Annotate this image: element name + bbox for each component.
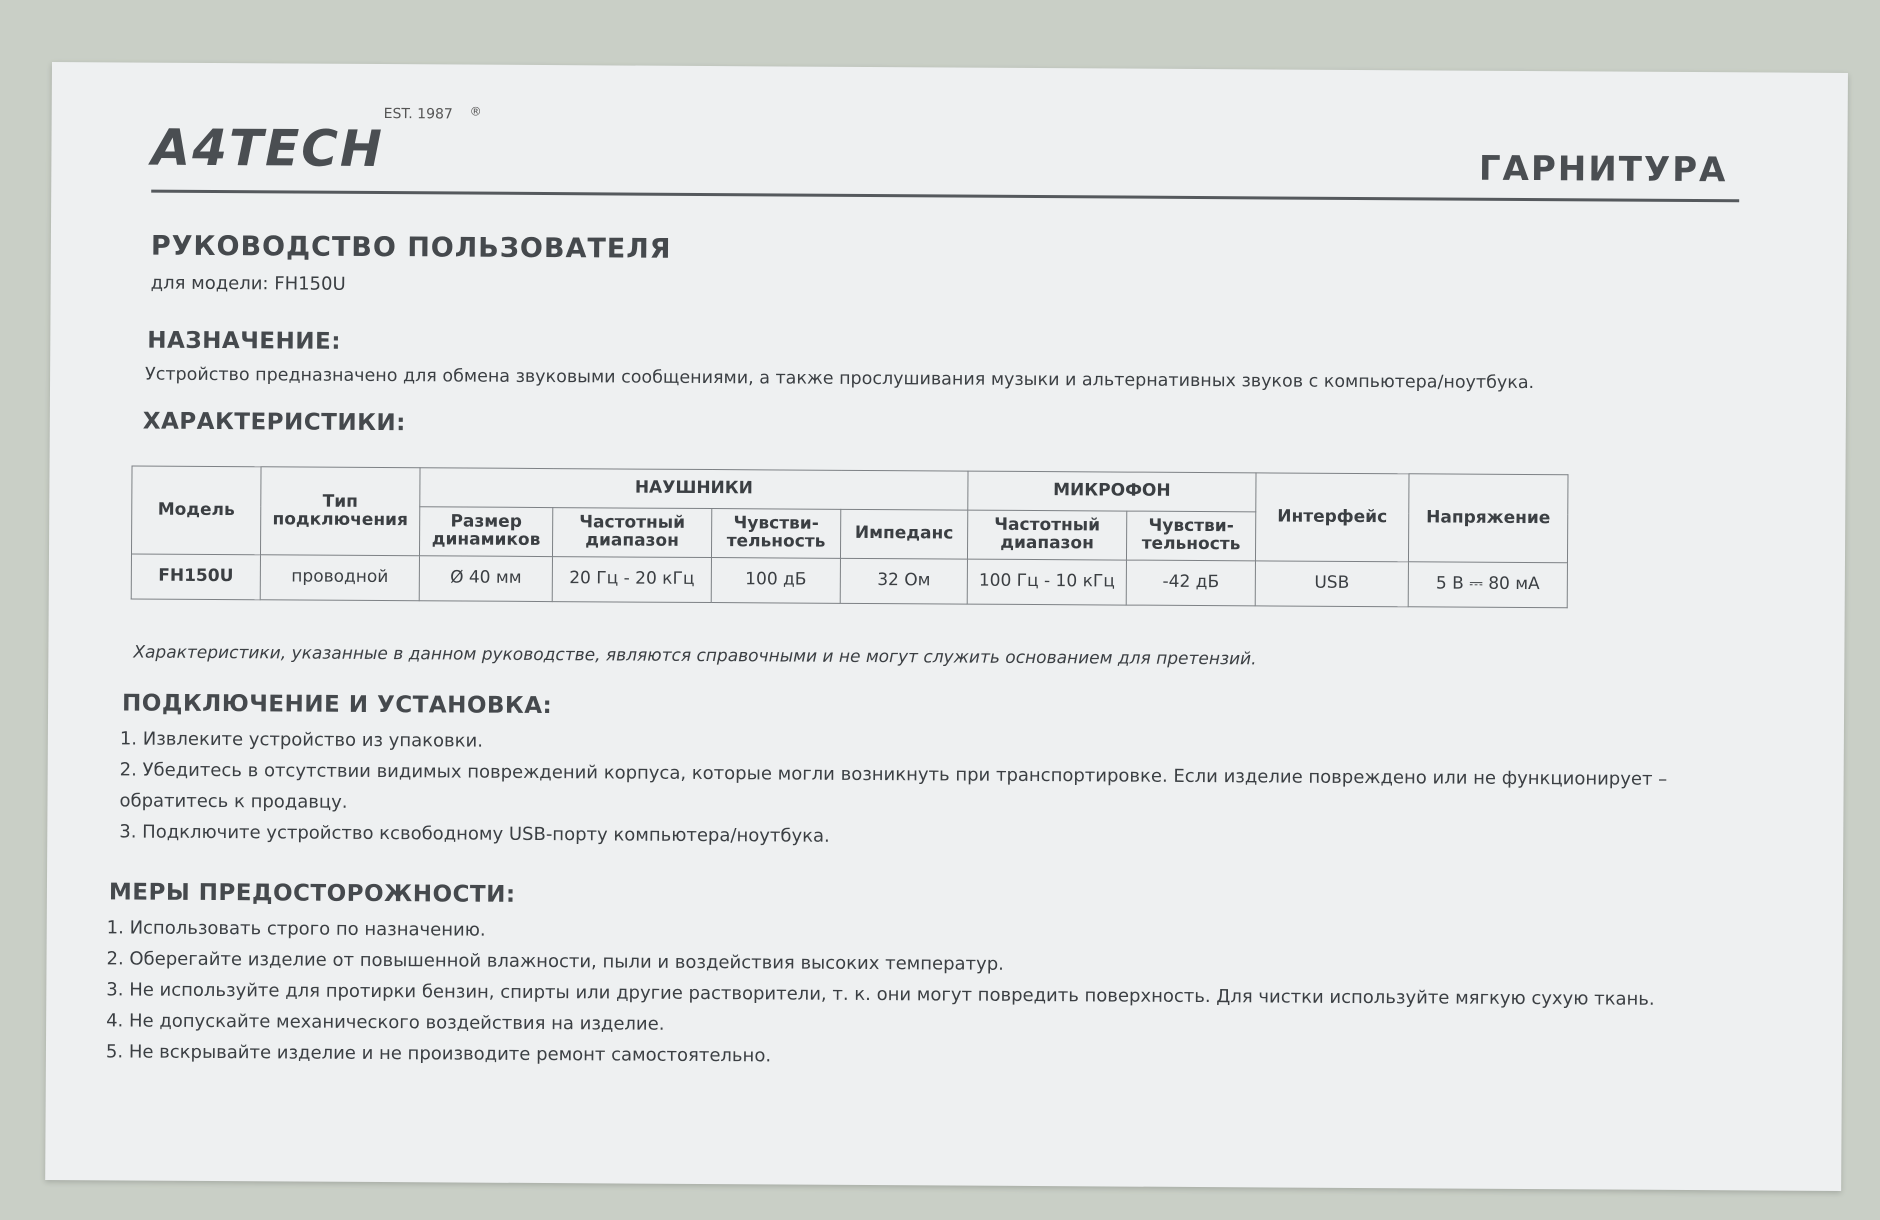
cell-driver-size: Ø 40 мм	[419, 556, 552, 602]
cell-voltage: 5 В ⎓ 80 мА	[1408, 562, 1567, 608]
install-heading: ПОДКЛЮЧЕНИЕ И УСТАНОВКА:	[122, 690, 553, 720]
list-item: 3. Не используйте для протирки бензин, спирты или другие растворители, т. к. они могут повредить поверхность. Для чистки используйте мягкую сухую ткань.	[106, 979, 1655, 1010]
header-interface: Интерфейс	[1255, 473, 1409, 562]
registered-mark-icon: ®	[469, 104, 482, 119]
specs-disclaimer: Характеристики, указанные в данном руководстве, являются справочными и не могут служить основанием для претензий.	[133, 642, 1257, 670]
header-hp-frequency: Частотный диапазон	[552, 508, 711, 558]
specs-table	[131, 465, 1569, 608]
model-subtitle: для модели: FH150U	[150, 272, 346, 295]
header-impedance: Импеданс	[840, 509, 967, 559]
cell-mic-sensitivity: -42 дБ	[1126, 560, 1255, 606]
header-voltage: Напряжение	[1408, 474, 1568, 563]
header-driver-size: Размер динамиков	[419, 507, 552, 557]
list-item: 3. Подключите устройство ксвободному USB-порту компьютера/ноутбука.	[119, 821, 830, 847]
list-item: 1. Извлеките устройство из упаковки.	[119, 728, 484, 752]
install-list	[119, 728, 1667, 861]
cell-interface: USB	[1255, 561, 1408, 607]
purpose-heading: НАЗНАЧЕНИЕ:	[147, 327, 342, 355]
list-item: 2. Оберегайте изделие от повышенной влажности, пыли и воздействия высоких температур.	[106, 948, 1004, 975]
specs-heading: ХАРАКТЕРИСТИКИ:	[142, 408, 406, 437]
purpose-text: Устройство предназначено для обмена звуковыми сообщениями, а также прослушивания музыки и альтернативных звуков с компьютера/ноутбука.	[145, 364, 1535, 394]
header-microphone-group: МИКРОФОН	[968, 471, 1256, 512]
header-mic-frequency: Частотный диапазон	[967, 510, 1126, 560]
header-connection-type: Тип подключения	[260, 467, 420, 556]
precautions-heading: МЕРЫ ПРЕДОСТОРОЖНОСТИ:	[108, 879, 516, 908]
table-row	[131, 554, 1567, 608]
list-item: 2. Убедитесь в отсутствии видимых повреждений корпуса, которые могли возникнуть при транспортировке. Если изделие повреждено или не функционирует –	[119, 759, 1668, 790]
page-title: РУКОВОДСТВО ПОЛЬЗОВАТЕЛЯ	[150, 230, 672, 265]
cell-model: FH150U	[131, 554, 260, 600]
cell-impedance: 32 Ом	[840, 558, 967, 604]
header-mic-sensitivity: Чувстви-тельность	[1126, 511, 1255, 561]
header-model: Модель	[131, 466, 261, 555]
cell-mic-frequency: 100 Гц - 10 кГц	[967, 559, 1126, 605]
header-hp-sensitivity: Чувстви-тельность	[711, 509, 840, 559]
document-type: ГАРНИТУРА	[1478, 148, 1728, 191]
logo-established: EST. 1987	[383, 106, 453, 123]
manual-sheet	[45, 62, 1848, 1191]
list-item: 5. Не вскрывайте изделие и не производите ремонт самостоятельно.	[105, 1041, 772, 1067]
list-item: 4. Не допускайте механического воздействия на изделие.	[106, 1010, 665, 1035]
precautions-list	[106, 917, 1655, 1081]
list-item: обратитесь к продавцу.	[119, 790, 348, 813]
cell-connection-type: проводной	[260, 555, 419, 601]
a4tech-logo	[151, 101, 481, 183]
list-item: 1. Использовать строго по назначению.	[106, 917, 486, 941]
header-headphones-group: НАУШНИКИ	[420, 468, 968, 510]
cell-hp-frequency: 20 Гц - 20 кГц	[552, 557, 711, 603]
cell-hp-sensitivity: 100 дБ	[711, 558, 840, 604]
header-divider	[151, 190, 1739, 203]
logo-wordmark: A4TECH	[151, 118, 384, 179]
